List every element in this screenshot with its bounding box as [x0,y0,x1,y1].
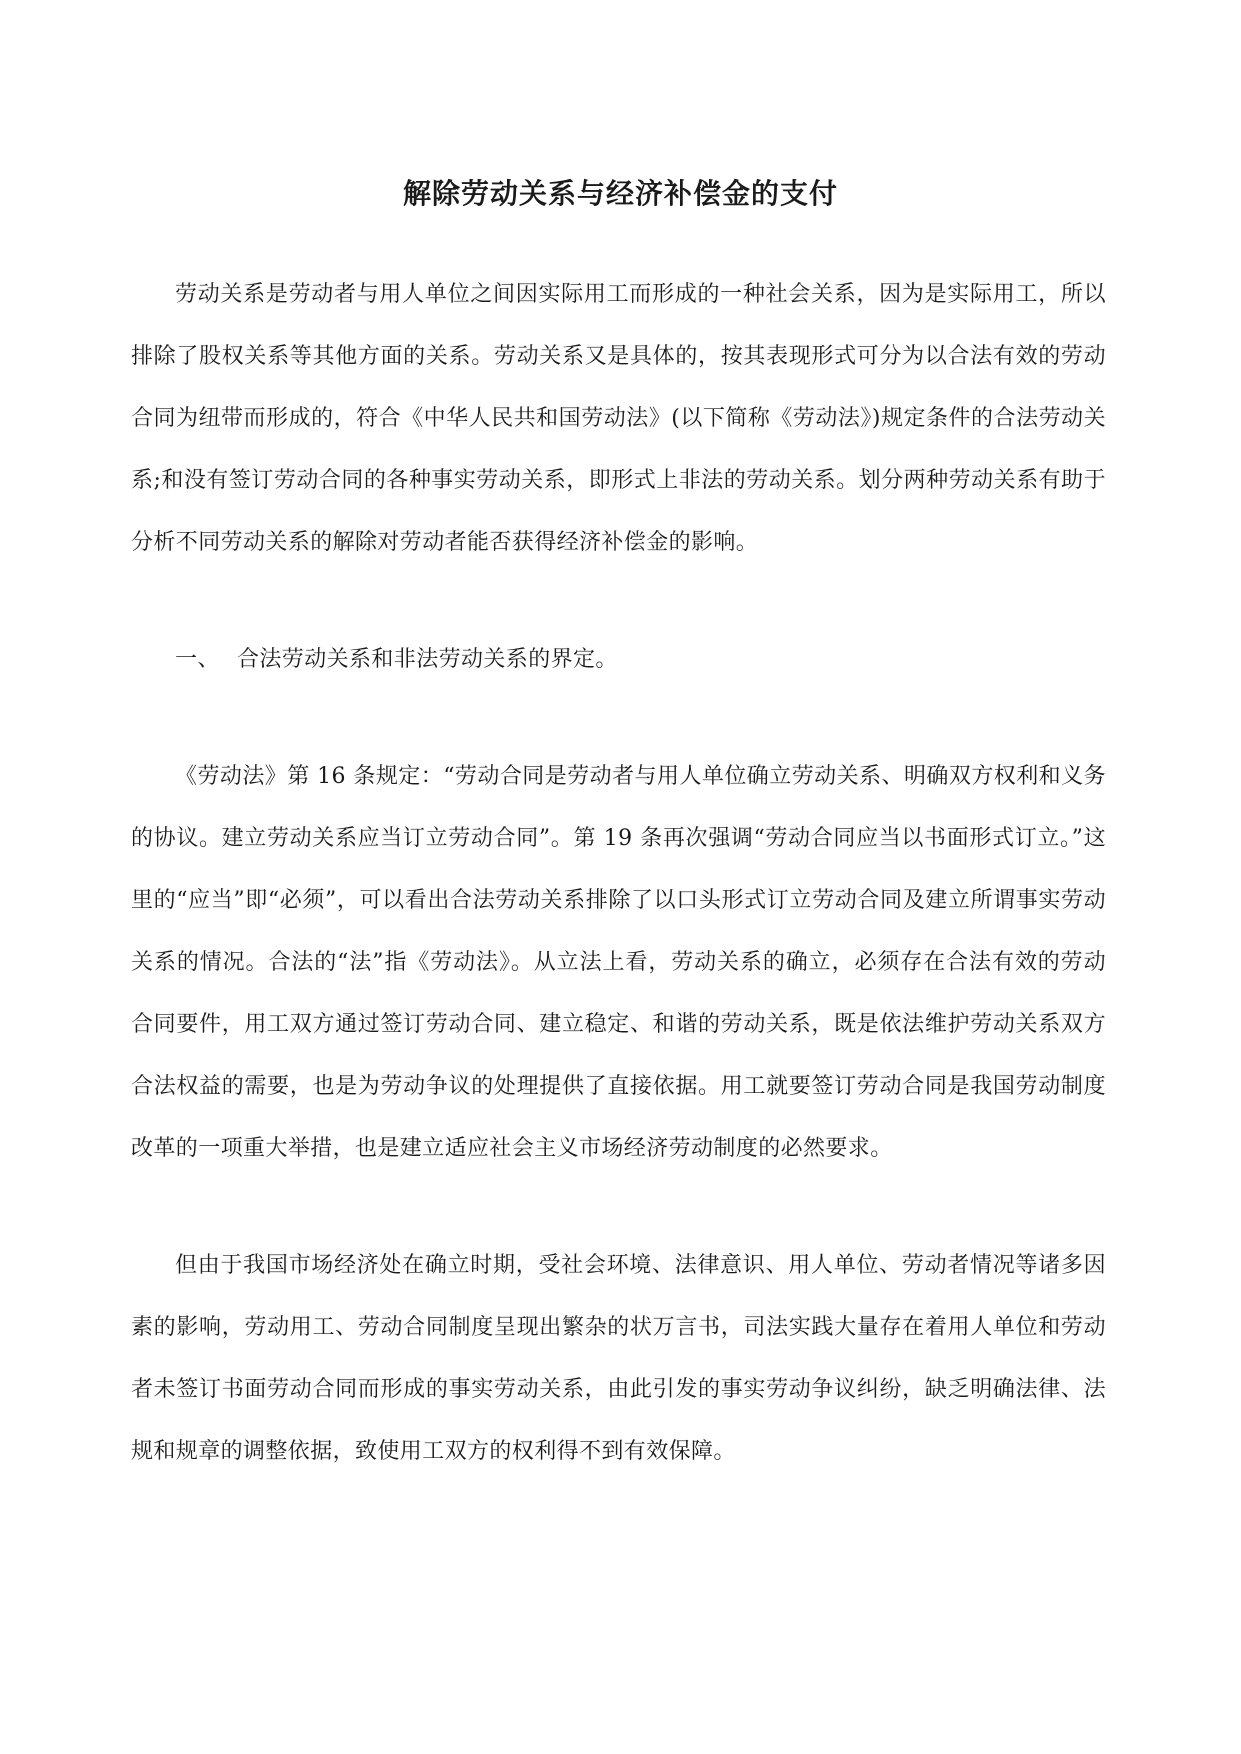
section-heading-1 [131,629,1106,691]
paragraph-spacer [131,1180,1106,1235]
paragraph-spacer [131,691,1106,746]
paragraph-market-economy: 但由于我国市场经济处在确立时期，受社会环境、法律意识、用人单位、劳动者情况等诸多因素的影响，劳动用工、劳动合同制度呈现出繁杂的状万言书，司法实践大量存在着用人单位和劳动者未签订书面劳动合同而形成的事实劳动关系，由此引发的事实劳动争议纠纷，缺乏明确法律、法规和规章的调整依据，致使用工双方的权利得不到有效保障。 [131,1253,1106,1464]
paragraph-labor-law: 《劳动法》第 16 条规定：“劳动合同是劳动者与用人单位确立劳动关系、明确双方权利和义务的协议。建立劳动关系应当订立劳动合同”。第 19 条再次强调“劳动合同应当以书面形式订立。”这里的“应当”即“必须”，可以看出合法劳动关系排除了以口头形式订立劳动合同及建立所谓事实劳动关系的情况。合法的“法”指《劳动法》。从立法上看，劳动关系的确立，必须存在合法有效的劳动合同要件，用工双方通过签订劳动合同、建立稳定、和谐的劳动关系，既是依法维护劳动关系双方合法权益的需要，也是为劳动争议的处理提供了直接依据。用工就要签订劳动合同是我国劳动制度改革的一项重大举措，也是建立适应社会主义市场经济劳动制度的必然要求。 [131,764,1106,1161]
document-body [131,264,1106,1483]
document-title: 解除劳动关系与经济补偿金的支付 [402,177,838,210]
paragraph-intro: 劳动关系是劳动者与用人单位之间因实际用工而形成的一种社会关系，因为是实际用工，所以排除了股权关系等其他方面的关系。劳动关系又是具体的，按其表现形式可分为以合法有效的劳动合同为纽带而形成的，符合《中华人民共和国劳动法》(以下简称《劳动法》)规定条件的合法劳动关系;和没有签订劳动合同的各种事实劳动关系，即形式上非法的劳动关系。划分两种劳动关系有助于分析不同劳动关系的解除对劳动者能否获得经济补偿金的影响。 [131,282,1106,555]
paragraph-spacer [131,574,1106,629]
section-number: 一、 [175,647,220,672]
section-heading-text: 合法劳动关系和非法劳动关系的界定。 [237,647,618,672]
